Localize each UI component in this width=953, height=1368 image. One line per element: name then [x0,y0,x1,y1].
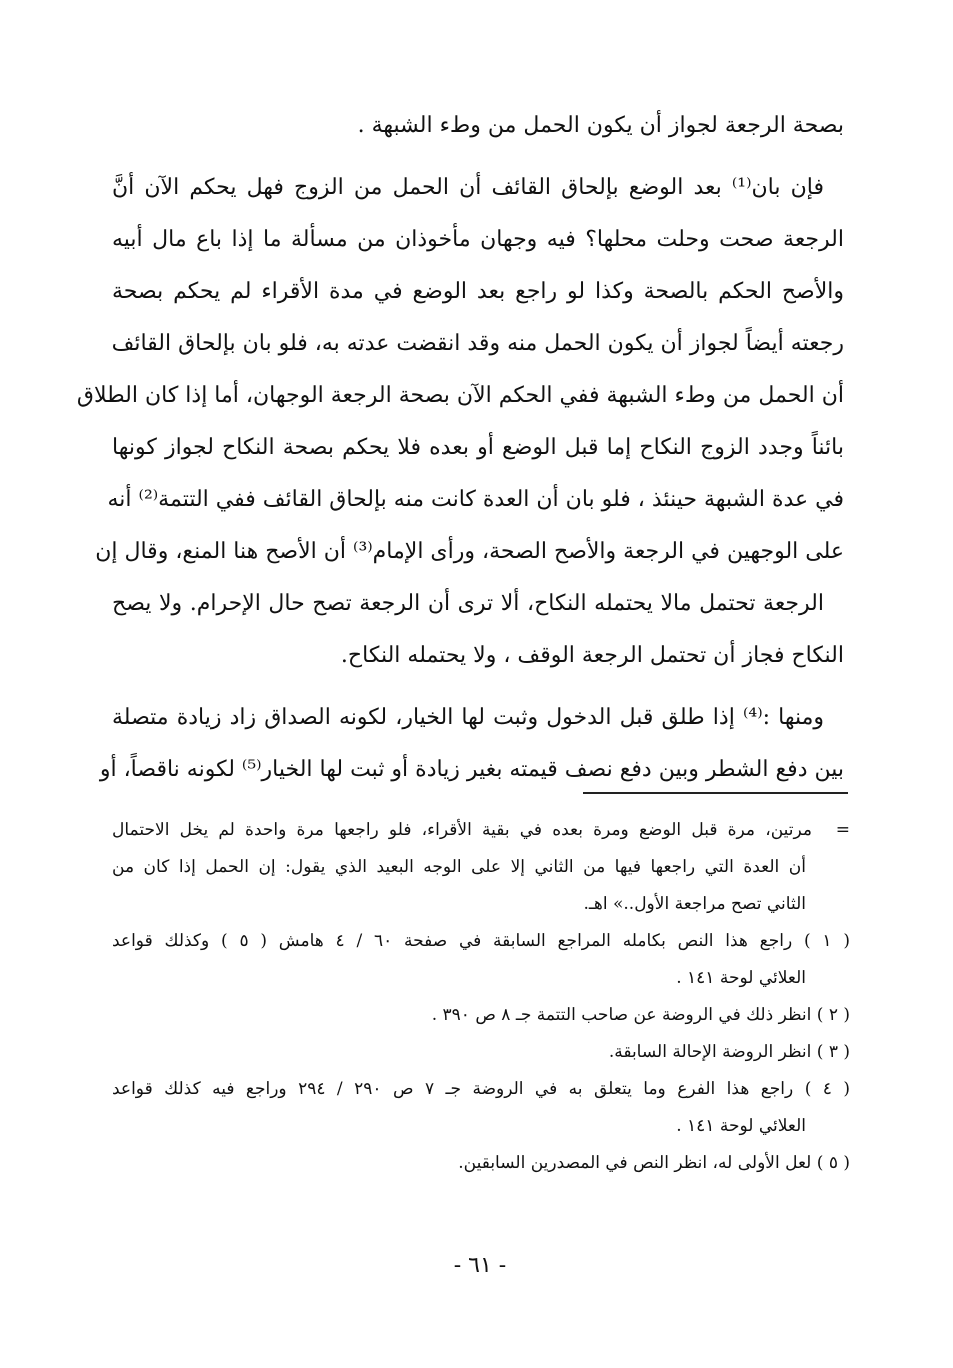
body-line: الرجعة تحتمل مالا يحتمله النكاح، ألا ترى أن الرجعة تصح حال الإحرام. ولا يصح [112,591,824,616]
footnote-line [112,923,850,960]
footnote-line [112,1034,850,1071]
footnote-2 [112,997,850,1034]
footnote-marker: ( ٥ ) [816,1153,850,1173]
footnote-line: أن العدة التي راجعها فيها من الثاني إلا على الوجه البعيد الذي يقول: إن الحمل إذا كان من [112,857,806,877]
footnote-1 [112,923,850,997]
footnote-marker: ( ٣ ) [816,1042,850,1062]
footnote-3 [112,1034,850,1071]
body-line: على الوجهين في الرجعة والأصح الصحة، ورأى الإمام⁽³⁾ أن الأصح هنا المنع، وقال إن [95,539,844,564]
footnote-text: انظر ذلك في الروضة عن صاحب التتمة جـ ٨ ص ٣٩٠ . [431,1005,812,1025]
footnote-text: لعل الأولى له، انظر النص في المصدرين السابقين. [458,1153,812,1173]
footnote-5 [112,1145,850,1182]
body-line: فإن بان⁽¹⁾ بعد الوضع بإلحاق القائف أن الحمل من الزوج فهل يحكم الآن أنَّ [112,175,824,200]
footnote-line [112,997,850,1034]
footnote-text: راجع هذا النص بكامله المراجع السابقة في صفحة ٦٠ / ٤ هامش ( ٥ ) وكذلك قواعد [112,931,793,951]
page-number: - ٦١ - [453,1253,507,1278]
footnote-line [112,1145,850,1182]
body-line: النكاح فجاز أن تحتمل الرجعة الوقف ، ولا يحتمله النكاح. [340,643,844,668]
footnote-continued [112,812,850,923]
body-line: بائناً وجدد الزوج النكاح إما قبل الوضع أو بعده فلا يحكم بصحة النكاح لجواز كونها [112,435,844,460]
footnote-separator [583,792,848,794]
footnote-line: الثاني تصح مراجعة الأول..» اهـ. [583,894,806,914]
body-line: رجعته أيضاً لجواز أن يكون الحمل منه وقد انقضت عدته به، فلو بان بإلحاق القائف [111,331,844,356]
footnote-line: العلائي لوحة ١٤١ . [676,968,806,988]
main-text [76,100,844,796]
footnote-4 [112,1071,850,1145]
body-line: ومنها :⁽⁴⁾ إذا طلق قبل الدخول وثبت لها الخيار، لكونه الصداق زاد زيادة متصلة [112,705,825,730]
footnote-text: مرتين، مرة قبل الوضع ومرة بعده في بقية الأقراء، فلو راجعها مرة واحدة لم يخل الاحتمال [112,820,812,840]
body-line: بين دفع الشطر وبين دفع نصف قيمته بغير زيادة أو ثبت لها الخيار⁽⁵⁾ لكونه ناقصاً، أو [99,757,844,782]
footnote-text: راجع هذا الفرع وما يتعلق به في الروضة جـ ٧ ص ٢٩٠ / ٢٩٤ وراجع فيه كذلك قواعد [112,1079,794,1099]
body-line: بصحة الرجعة لجواز أن يكون الحمل من وطء الشبهة . [357,113,844,138]
footnote-line [112,1071,850,1108]
footnote-marker: = [835,820,850,840]
body-line: في عدة الشبهة حينئذ ، فلو بان أن العدة كانت منه بإلحاق القائف ففي التتمة⁽²⁾ أنه [107,487,844,512]
footnotes [112,812,850,1182]
body-line: الرجعة صحت وحلت محلها؟ فيه وجهان مأخوذان من مسألة ما إذا باع مال أبيه [112,227,844,252]
footnote-line: العلائي لوحة ١٤١ . [676,1116,806,1136]
footnote-marker: ( ١ ) [803,931,850,951]
footnote-marker: ( ٢ ) [816,1005,850,1025]
body-line: والأصح الحكم بالصحة وكذا لو راجع بعد الوضع في مدة الأقراء لم يحكم بصحة [112,279,844,304]
footnote-marker: ( ٤ ) [804,1079,850,1099]
footnote-line [112,812,850,849]
footnote-text: انظر الروضة الإحالة السابقة. [608,1042,812,1062]
body-line: أن الحمل من وطء الشبهة ففي الحكم الآن بصحة الرجعة الوجهان، أما إذا كان الطلاق [76,383,844,408]
